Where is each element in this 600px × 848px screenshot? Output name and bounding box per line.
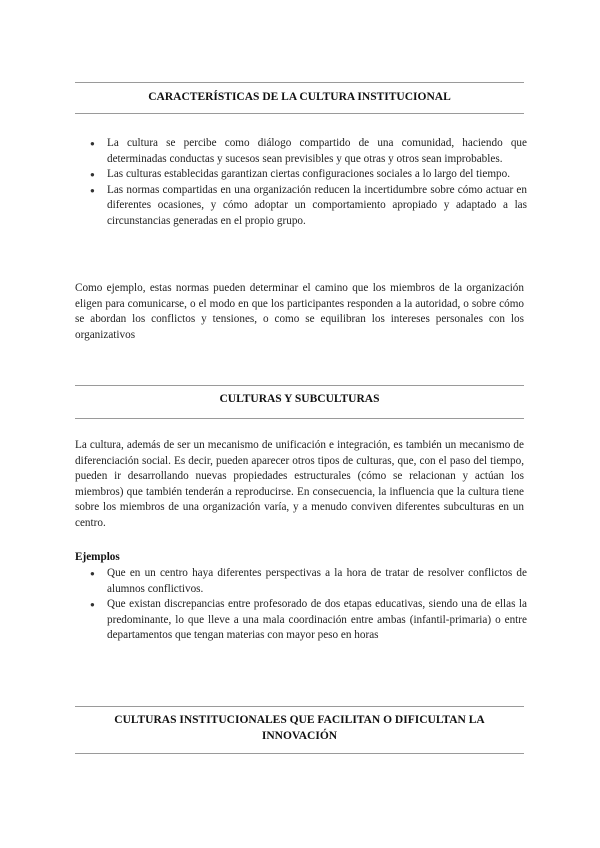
examples-label: Ejemplos xyxy=(75,551,120,563)
section3-heading: CULTURAS INSTITUCIONALES QUE FACILITAN O DIFICULTAN LA INNOVACIÓN xyxy=(114,714,485,742)
section2-heading: CULTURAS Y SUBCULTURAS xyxy=(219,393,380,405)
section1-bullet-list xyxy=(75,136,527,230)
examples-bullet-list xyxy=(75,566,527,644)
list-item: ● Que en un centro haya diferentes perspectivas a la hora de tratar de resolver conflictos de alumnos conflictivos. xyxy=(75,566,527,597)
section1-top-rule xyxy=(75,82,524,83)
section3-top-rule xyxy=(75,706,524,707)
section3-bottom-rule xyxy=(75,753,524,754)
list-item: ● Las normas compartidas en una organización reducen la incertidumbre sobre cómo actuar en diferentes ocasiones, y cómo adoptar un comportamiento apropiado y adaptado a las circunstancias generadas en el propio grupo. xyxy=(75,183,527,230)
section2-top-rule xyxy=(75,385,524,386)
list-item: ● La cultura se percibe como diálogo compartido de una comunidad, haciendo que determinadas conductas y sucesos sean previsibles y que otras y otros sean improbables. xyxy=(75,136,527,167)
list-item: ● Que existan discrepancias entre profesorado de dos etapas educativas, siendo una de ellas la predominante, lo que lleve a una mala coordinación entre ambas (infantil-primaria) o entre departamentos que tengan materias con mayor peso en horas xyxy=(75,597,527,644)
section1-paragraph: Como ejemplo, estas normas pueden determinar el camino que los miembros de la organización eligen para comunicarse, o el modo en que los participantes responden a la autoridad, o sobre cómo se abordan los conflictos y tensiones, o como se equilibran los intereses personales con los organizativos xyxy=(75,282,524,341)
section1-heading: CARACTERÍSTICAS DE LA CULTURA INSTITUCIONAL xyxy=(148,91,451,103)
section1-bottom-rule xyxy=(75,113,524,114)
section2-paragraph: La cultura, además de ser un mecanismo de unificación e integración, es también un mecanismo de diferenciación social. Es decir, pueden aparecer otros tipos de culturas, que, con el paso del tiempo, pueden ir desarrollando nuevas propiedades estructurales (cómo se relacionan y actúan los miembros) que también tenderán a reproducirse. En consecuencia, la influencia que la cultura tiene sobre los miembros de una organización varía, y a menudo conviven diferentes subculturas en un centro. xyxy=(75,439,524,529)
section2-bottom-rule xyxy=(75,418,524,419)
list-item: ● Las culturas establecidas garantizan ciertas configuraciones sociales a lo largo del tiempo. xyxy=(75,167,527,183)
